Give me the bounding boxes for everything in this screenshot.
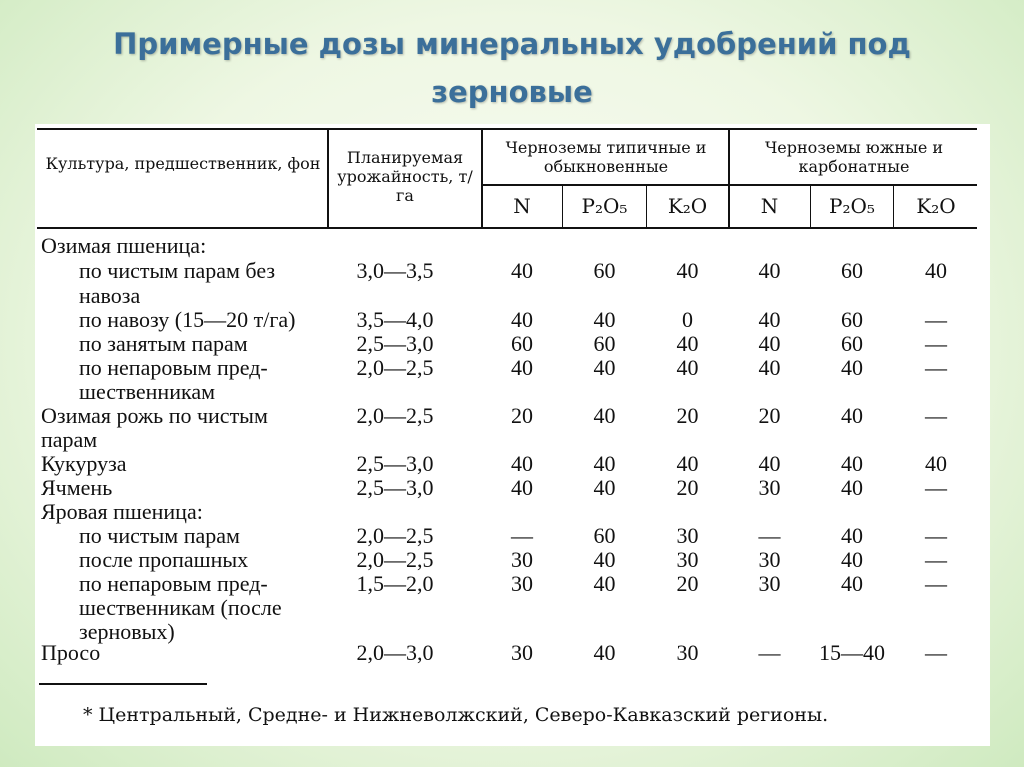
fertilizer-table (35, 124, 990, 746)
row-value: 40 (511, 475, 533, 500)
row-value: 40 (511, 451, 533, 476)
row-label: Озимая пшеница: (41, 233, 207, 258)
header-bottom-rule (37, 227, 977, 229)
row-value: 40 (758, 307, 781, 332)
header-divider (810, 184, 811, 228)
row-value: 30 (676, 640, 699, 665)
row-value: — (758, 523, 781, 548)
footnote: * Центральный, Средне- и Нижневолжский, Северо-Кавказский регионы. (83, 704, 829, 726)
header-p2o5: P₂O₅ (581, 194, 628, 218)
row-value: 60 (841, 307, 863, 332)
row-value: 30 (676, 523, 699, 548)
header-divider (327, 128, 329, 228)
row-value: 40 (511, 307, 533, 332)
row-value: 60 (593, 523, 616, 548)
header-group-southern: Черноземы южные и карбонатные (764, 138, 944, 176)
row-value: 40 (593, 571, 616, 596)
row-yield: 2,0—2,5 (356, 355, 434, 380)
row-label: Ячмень (41, 475, 113, 500)
row-value: — (925, 640, 947, 665)
row-yield: 2,0—2,5 (356, 547, 434, 572)
row-value: 40 (758, 355, 781, 380)
header-yield: Планируемая урожайность, т/га (337, 148, 473, 205)
row-label: по чистым парам (79, 523, 240, 548)
row-yield: 2,0—3,0 (356, 640, 434, 665)
row-label: шественникам (после (79, 595, 282, 620)
row-value: — (925, 331, 947, 356)
row-value: 40 (593, 640, 616, 665)
row-value: 40 (676, 451, 699, 476)
row-label: после пропашных (79, 547, 249, 572)
row-value: 30 (758, 571, 781, 596)
row-label: по непаровым пред- (79, 571, 268, 596)
row-value: 30 (511, 547, 533, 572)
row-yield: 2,0—2,5 (356, 403, 434, 428)
row-value: 40 (676, 258, 699, 283)
row-value: 40 (511, 258, 533, 283)
row-value: 40 (841, 571, 863, 596)
row-value: 40 (676, 331, 699, 356)
row-value: 40 (841, 475, 863, 500)
row-value: — (925, 475, 947, 500)
row-label: зерновых) (79, 619, 175, 644)
row-yield: 2,5—3,0 (356, 475, 434, 500)
row-label: по навозу (15—20 т/га) (79, 307, 296, 332)
header-divider (562, 184, 563, 228)
header-divider (646, 184, 647, 228)
row-value: 40 (758, 331, 781, 356)
row-value: 40 (593, 307, 616, 332)
row-value: 60 (593, 331, 616, 356)
row-value: 40 (841, 403, 863, 428)
row-value: 40 (758, 258, 781, 283)
row-label: Просо (41, 640, 101, 665)
row-label: по чистым парам без (79, 258, 276, 283)
row-value: 30 (758, 547, 781, 572)
row-value: 30 (511, 571, 533, 596)
header-k2o: K₂O (667, 194, 708, 218)
row-value: 40 (593, 451, 616, 476)
row-label: Кукуруза (41, 451, 127, 476)
row-value: 40 (925, 258, 947, 283)
row-value: 30 (511, 640, 533, 665)
row-value: 60 (511, 331, 533, 356)
row-value: 60 (841, 331, 863, 356)
row-value: 0 (682, 307, 693, 332)
row-value: — (925, 355, 947, 380)
row-value: 40 (841, 523, 863, 548)
row-value: 20 (676, 571, 699, 596)
row-label: шественникам (79, 379, 216, 404)
row-label: Озимая рожь по чистым (41, 403, 268, 428)
row-yield: 2,5—3,0 (356, 451, 434, 476)
row-value: 40 (593, 547, 616, 572)
row-label: Яровая пшеница: (41, 499, 203, 524)
row-value: 40 (925, 451, 947, 476)
row-value: — (511, 523, 533, 548)
row-value: 30 (676, 547, 699, 572)
row-yield: 3,5—4,0 (356, 307, 434, 332)
row-value: 60 (841, 258, 863, 283)
row-label: навоза (79, 283, 141, 308)
row-yield: 2,0—2,5 (356, 523, 434, 548)
row-value: — (925, 571, 947, 596)
row-yield: 2,5—3,0 (356, 331, 434, 356)
row-value: 40 (841, 451, 863, 476)
header-p2o5: P₂O₅ (829, 194, 875, 218)
row-value: 30 (758, 475, 781, 500)
row-label: по непаровым пред- (79, 355, 268, 380)
row-value: 40 (593, 403, 616, 428)
row-value: 20 (758, 403, 781, 428)
row-value: — (925, 307, 947, 332)
row-value: — (925, 403, 947, 428)
row-value: — (758, 640, 781, 665)
row-value: 20 (511, 403, 533, 428)
header-n: N (513, 194, 531, 218)
footnote-rule (39, 683, 207, 685)
row-value: 40 (593, 355, 616, 380)
row-value: 20 (676, 403, 699, 428)
header-k2o: K₂O (916, 194, 956, 218)
row-value: 20 (676, 475, 699, 500)
header-n: N (760, 194, 779, 218)
row-yield: 3,0—3,5 (356, 258, 434, 283)
row-value: 40 (758, 451, 781, 476)
row-value: 40 (676, 355, 699, 380)
row-label: по занятым парам (79, 331, 248, 356)
row-label: парам (41, 427, 98, 452)
header-group-typical: Черноземы типичные и обыкновенные (505, 138, 707, 176)
row-yield: 1,5—2,0 (356, 571, 434, 596)
row-value: — (925, 547, 947, 572)
row-value: 40 (841, 547, 863, 572)
row-value: 15—40 (819, 640, 885, 665)
header-divider (893, 184, 894, 228)
row-value: 40 (511, 355, 533, 380)
header-culture: Культура, предшественник, фон (45, 154, 321, 173)
row-value: 40 (593, 475, 616, 500)
table-top-rule (37, 128, 977, 130)
row-value: — (925, 523, 947, 548)
row-value: 40 (841, 355, 863, 380)
row-value: 60 (593, 258, 616, 283)
page-title: Примерные дозы минеральных удобрений под зерновые (113, 27, 911, 109)
